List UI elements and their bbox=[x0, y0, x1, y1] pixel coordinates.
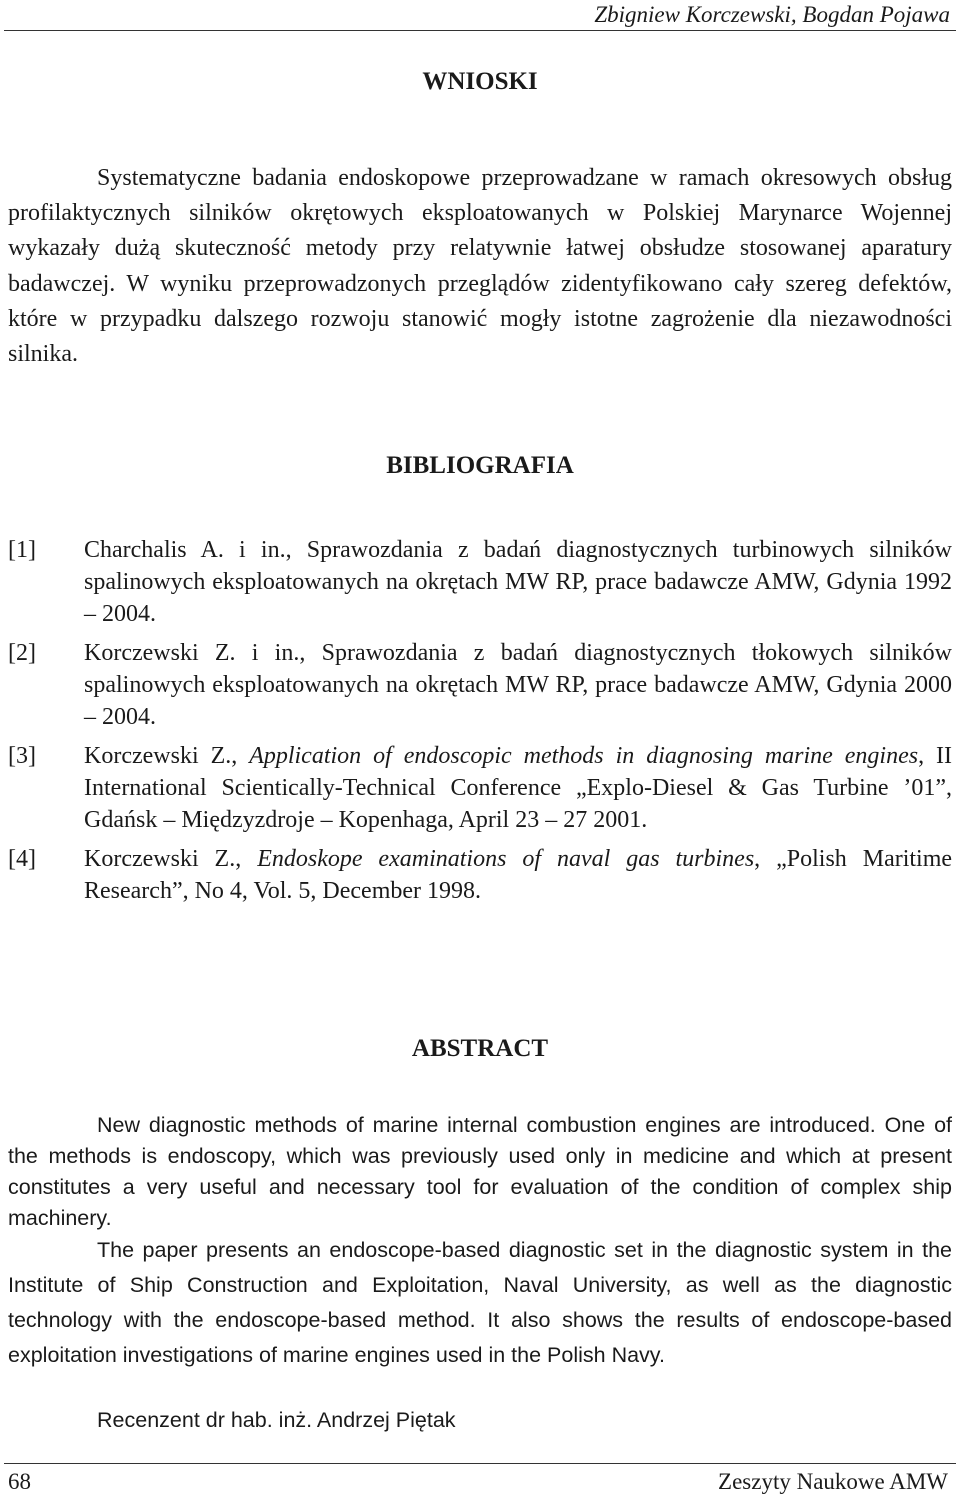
reference-item bbox=[8, 637, 952, 733]
reference-title: Application of endoscopic methods in diagnosing marine engines bbox=[249, 743, 919, 769]
bibliography-list bbox=[8, 534, 952, 914]
reference-details: , „Polish Maritime Research”, No 4, Vol. 5, December 1998. bbox=[84, 846, 953, 904]
running-header-authors: Zbigniew Korczewski, Bogdan Pojawa bbox=[594, 2, 950, 27]
reference-separator: , bbox=[235, 846, 258, 872]
reference-separator: , bbox=[231, 743, 250, 769]
bibliography-heading: BIBLIOGRAFIA bbox=[386, 452, 574, 479]
reference-title: Endoskope examinations of naval gas turbines bbox=[257, 846, 755, 872]
conclusions-text: Systematyczne badania endoskopowe przeprowadzane w ramach okresowych obsług profilaktycznych silników okrętowych eksploatowanych w Polskiej Marynarce Wojennej wykazały dużą skuteczność metody przy relatywnie łatwej obsłudze stosowanej aparatury badawczej. W wyniku przeprowadzonych przeglądów zidentyfikowano cały szereg defektów, które w przypadku dalszego rozwoju stanowić mogły istotne zagrożenie dla niezawodności silnika. bbox=[8, 165, 952, 368]
abstract-paragraph-2 bbox=[8, 1233, 952, 1373]
reference-authors: Korczewski Z. bbox=[84, 743, 232, 769]
reference-details: , Sprawozdania z badań diagnostycznych tłokowych silników spalinowych eksploatowanych na okrętach MW RP, prace badawcze AMW, Gdynia 2000 – 2004. bbox=[84, 640, 953, 730]
reviewer-note: Recenzent dr hab. inż. Andrzej Piętak bbox=[97, 1408, 456, 1432]
reference-authors: Korczewski Z. bbox=[84, 846, 236, 872]
journal-name: Zeszyty Naukowe AMW bbox=[718, 1469, 948, 1494]
abstract-paragraph-1 bbox=[8, 1110, 952, 1234]
abstract-heading: ABSTRACT bbox=[411, 1035, 549, 1062]
reference-item bbox=[8, 740, 952, 836]
abstract-text-2: The paper presents an endoscope-based diagnostic set in the diagnostic system in the Institute of Ship Construction and Exploitation, Naval University, as well as the diagnostic technology with the endoscope-based method. It also shows the results of endoscope-based exploitation investigations of marine engines used in the Polish Navy. bbox=[8, 1238, 952, 1367]
reference-number: [4] bbox=[8, 846, 36, 872]
footer-rule bbox=[4, 1463, 956, 1464]
reference-details: , Sprawozdania z badań diagnostycznych turbinowych silników spalinowych eksploatowanych na okrętach MW RP, prace badawcze AMW, Gdynia 1992 – 2004. bbox=[84, 537, 952, 627]
page-number: 68 bbox=[8, 1469, 31, 1494]
reference-details: , II International Scientically-Technical Conference „Explo-Diesel & Gas Turbine ’01”, Gdańsk – Międzyzdroje – Kopenhaga, April 23 – 27 2001. bbox=[84, 743, 953, 833]
abstract-text-1: New diagnostic methods of marine internal combustion engines are introduced. One of the methods is endoscopy, which was previously used only in medicine and which at present constitutes a very useful and necessary tool for evaluation of the condition of complex ship machinery. bbox=[8, 1113, 952, 1230]
reference-number: [1] bbox=[8, 537, 36, 563]
conclusions-heading: WNIOSKI bbox=[422, 68, 538, 95]
reference-item bbox=[8, 843, 952, 907]
reference-number: [2] bbox=[8, 640, 36, 666]
reference-authors: Korczewski Z. i in. bbox=[84, 640, 300, 666]
header-rule bbox=[4, 30, 956, 31]
conclusions-paragraph bbox=[8, 161, 952, 372]
reference-authors: Charchalis A. i in. bbox=[84, 537, 286, 563]
reference-item bbox=[8, 534, 952, 630]
reference-number: [3] bbox=[8, 743, 36, 769]
